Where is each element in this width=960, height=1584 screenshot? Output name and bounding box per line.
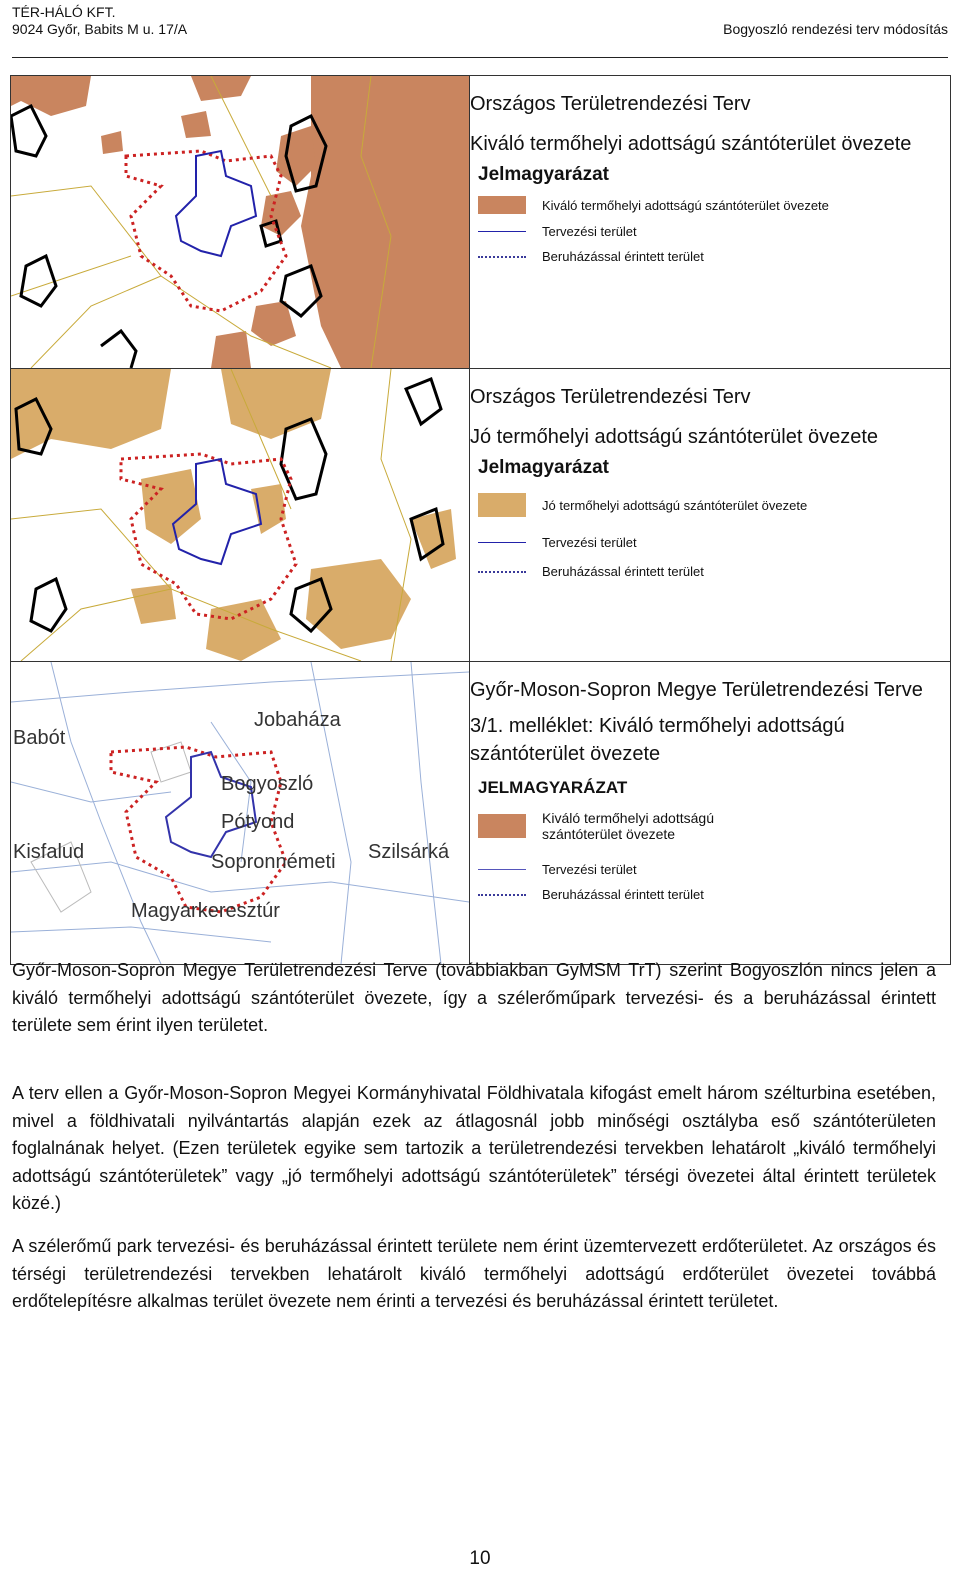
legend-item	[478, 196, 950, 214]
otrt-excellent-map	[11, 76, 469, 368]
legend-item	[478, 249, 950, 264]
legend-label: Beruházással érintett terület	[542, 887, 704, 902]
legend-label: Kiváló termőhelyi adottságú szántóterület övezete	[542, 810, 714, 842]
legend-line-planning	[478, 869, 526, 870]
legend-swatch-good	[478, 493, 526, 517]
legend-item	[478, 862, 950, 877]
map-row-2	[11, 369, 951, 662]
page-header	[12, 4, 948, 56]
legend-label: Tervezési terület	[542, 535, 637, 550]
legend-label: Beruházással érintett terület	[542, 564, 704, 579]
company-name: TÉR-HÁLÓ KFT.	[12, 4, 116, 20]
map-caption-3	[470, 662, 951, 965]
map-title-2b: Jó termőhelyi adottságú szántóterület övezete	[470, 426, 879, 448]
map-cell-2	[11, 369, 470, 662]
legend-swatch-excellent	[478, 814, 526, 838]
legend-line-investment	[478, 571, 526, 573]
place-kisfalud: Kisfalud	[13, 841, 85, 863]
legend-line-planning	[478, 231, 526, 232]
place-potyond: Pótyond	[221, 811, 295, 833]
map-title-2a: Országos Területrendezési Terv	[470, 386, 751, 408]
map-title-3b: 3/1. melléklet: Kiváló termőhelyi adottságú szántóterület övezete	[470, 715, 845, 765]
map-cell-3	[11, 662, 470, 965]
legend-label: Kiváló termőhelyi adottságú szántóterület övezete	[542, 197, 829, 213]
legend-3	[470, 778, 950, 902]
map-cell-1	[11, 76, 470, 369]
legend-line-planning	[478, 542, 526, 543]
legend-item	[478, 887, 950, 902]
place-jobahaza: Jobaháza	[254, 709, 341, 731]
map-row-3	[11, 662, 951, 965]
place-sopronnemeti: Sopronnémeti	[211, 851, 336, 873]
legend-line-investment	[478, 894, 526, 896]
map-table	[10, 75, 951, 965]
legend-swatch-excellent	[478, 196, 526, 214]
map-caption-2	[470, 369, 951, 662]
legend-1	[470, 164, 950, 264]
legend-label: Tervezési terület	[542, 862, 637, 877]
legend-item	[478, 224, 950, 239]
place-szilsarka: Szilsárká	[368, 841, 450, 863]
legend-heading: Jelmagyarázat	[478, 457, 609, 478]
legend-heading: JELMAGYARÁZAT	[478, 778, 628, 797]
body-paragraph-2: A terv ellen a Győr-Moson-Sopron Megyei Kormányhivatal Földhivatala kifogást emelt három szélturbina esetében, mivel a földhivatali nyilvántartás alapján ezek az átlagosnál jobb minőségi osztályba eső szántóterületen foglalnának helyet. (Ezen területek egyike sem tartozik a területrendezési tervekben lehatárolt „kiváló termőhelyi adottságú szántóterületek” vagy „jó termőhelyi adottságú szántóterületek” térségi övezetei által érintett területek közé.)	[12, 1083, 936, 1213]
legend-label: Beruházással érintett terület	[542, 249, 704, 264]
map-row-1	[11, 76, 951, 369]
legend-heading: Jelmagyarázat	[478, 164, 609, 185]
legend-item	[478, 535, 950, 550]
page-number: 10	[469, 1548, 491, 1569]
gymsm-map	[11, 662, 469, 964]
map-title-1a: Országos Területrendezési Terv	[470, 93, 751, 115]
document-title: Bogyoszló rendezési terv módosítás	[723, 21, 948, 37]
legend-item	[478, 810, 950, 842]
otrt-good-map	[11, 369, 469, 661]
legend-label: Jó termőhelyi adottságú szántóterület övezete	[542, 497, 808, 513]
legend-2	[470, 457, 950, 579]
body-paragraph-1: Győr-Moson-Sopron Megye Területrendezési Terve (továbbiakban GyMSM TrT) szerint Bogyoszlón nincs jelen a kiváló termőhelyi adottságú szántóterület övezete, így a szélerőműpark tervezési- és a beruházással érintett területe sem érint ilyen területet.	[12, 960, 936, 1035]
legend-item	[478, 493, 950, 517]
body-paragraph-3: A szélerőmű park tervezési- és beruházással érintett területe nem érint üzemtervezett erdőterületet. Az országos és térségi területrendezési tervekben lehatárolt kiváló termőhelyi adottságú erdőterület övezetei továbbá erdőtelepítésre alkalmas terület övezete nem érinti a tervezési és beruházással érintett területet.	[12, 1236, 936, 1311]
place-babot: Babót	[13, 727, 66, 749]
legend-line-investment	[478, 256, 526, 258]
company-address: 9024 Győr, Babits M u. 17/A	[12, 21, 188, 37]
legend-item	[478, 564, 950, 579]
place-bogyoszlo: Bogyoszló	[221, 773, 314, 795]
legend-label: Tervezési terület	[542, 224, 637, 239]
map-caption-1	[470, 76, 951, 369]
map-title-3a: Győr-Moson-Sopron Megye Területrendezési Terve	[470, 679, 923, 701]
map-title-1b: Kiváló termőhelyi adottságú szántóterület övezete	[470, 133, 912, 155]
header-rule	[12, 57, 948, 58]
place-magyarkeresztur: Magyarkeresztúr	[131, 900, 280, 922]
